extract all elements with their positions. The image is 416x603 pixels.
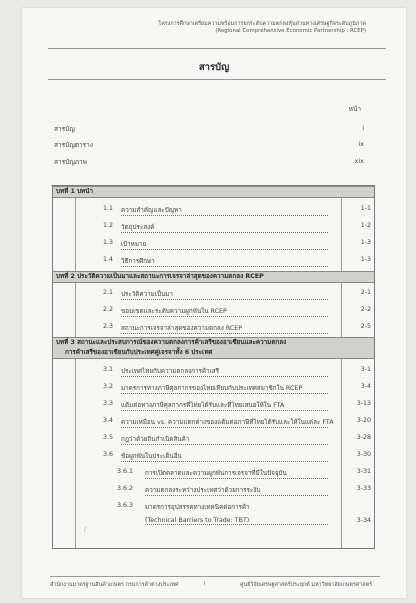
toc-item[interactable]: ขอบเขตและระดับความผูกพันใน RCEP	[121, 306, 328, 317]
toc-item[interactable]: วัตถุประสงค์	[121, 222, 328, 233]
front-item-tables[interactable]: สารบัญตาราง	[54, 141, 93, 149]
item-page: 2-1	[360, 289, 371, 296]
item-page: 3-1	[360, 366, 371, 373]
toc-right-divider	[341, 186, 342, 548]
toc-item[interactable]: วิธีการศึกษา	[121, 256, 328, 267]
header-line-1: โครงการศึกษาเตรียมความพร้อมการยกระดับความตกลงหุ้นส่วนทางเศรษฐกิจระดับภูมิภาค	[158, 21, 366, 27]
item-number: 3.2	[103, 383, 114, 390]
item-page: 3-30	[356, 451, 371, 458]
subitem-number: 3.6.2	[117, 485, 134, 492]
chapter-row-1	[53, 186, 374, 198]
footer-rule	[50, 576, 380, 577]
item-number: 2.3	[103, 323, 114, 330]
item-number: 2.1	[103, 289, 114, 296]
toc-subitem[interactable]: การเปิดตลาดและความผูกพันการเจรจาที่มีในปัจจุบัน	[145, 468, 328, 479]
subitem-page: 3-31	[356, 468, 371, 475]
page-column-label: หน้า	[348, 105, 361, 113]
front-item-tables-page: ix	[358, 140, 364, 148]
front-item-figures-page: xix	[354, 157, 364, 165]
chapter-row-3	[53, 337, 374, 359]
item-page: 1-3	[360, 256, 371, 263]
chapter-row-2	[53, 271, 374, 283]
item-page: 3-20	[356, 417, 371, 424]
item-page: 2-5	[360, 323, 371, 330]
toc-item[interactable]: ประวัติความเป็นมา	[121, 289, 328, 300]
item-number: 2.2	[103, 306, 114, 313]
toc-item[interactable]: ประเทศไทยกับความตกลงการค้าเสรี	[121, 366, 328, 377]
item-page: 2-2	[360, 306, 371, 313]
toc-item[interactable]: มาตรการทางภาษีศุลกากรของไทยเทียบกับประเทศสมาชิกใน RCEP	[121, 383, 328, 394]
page-title: สารบัญ	[198, 62, 230, 73]
item-number: 1.2	[103, 222, 114, 229]
item-page: 1-2	[360, 222, 371, 229]
front-item-toc-page: i	[362, 124, 364, 132]
subitem-page: 3-33	[356, 485, 371, 492]
stray-mark: /	[84, 527, 86, 533]
item-number: 1.3	[103, 239, 114, 246]
item-number: 1.1	[103, 205, 114, 212]
item-page: 3-28	[356, 434, 371, 441]
front-item-figures[interactable]: สารบัญภาพ	[54, 158, 87, 166]
document-page	[22, 8, 406, 598]
toc-item[interactable]: ความสำคัญและปัญหา	[121, 205, 328, 216]
header-line-2: (Regional Comprehensive Economic Partnership : RCEP)	[215, 28, 366, 34]
toc-item[interactable]: เป้าหมาย	[121, 239, 328, 250]
chapter-title[interactable]: บทที่ 2 ประวัติความเป็นมาและสถานะการเจรจาล่าสุดของความตกลง RCEP	[56, 273, 264, 280]
subitem-number: 3.6.3	[117, 502, 134, 509]
toc-table	[52, 185, 375, 549]
footer-page-number: i	[204, 581, 206, 587]
footer-left-text: สำนักงานมาตรฐานสินค้าเกษตร กรมการค้าต่างประเทศ	[50, 582, 179, 588]
chapter-title-line2[interactable]: การค้าเสรีของอาเซียนกับประเทศคู่เจรจาทั้ง 6 ประเทศ	[65, 349, 213, 356]
toc-left-divider	[75, 186, 76, 548]
footer-right-text: ศูนย์วิจัยเศรษฐศาสตร์ประยุกต์ มหาวิทยาลัยเกษตรศาสตร์	[240, 582, 372, 588]
toc-item[interactable]: ข้อผูกพันในประเด็นอื่น	[121, 451, 328, 462]
item-page: 3-4	[360, 383, 371, 390]
toc-subitem[interactable]: ความตกลงระหว่างประเทศว่าด้วยการระงับ	[145, 485, 328, 496]
toc-subitem-line2[interactable]: (Technical Barriers to Trade: TBT)	[145, 517, 328, 525]
item-number: 3.3	[103, 400, 114, 407]
chapter-title[interactable]: บทที่ 1 บทนำ	[56, 188, 94, 195]
item-number: 3.4	[103, 417, 114, 424]
toc-subitem[interactable]: มาตรการอุปสรรคทางเทคนิคต่อการค้า	[145, 504, 250, 511]
toc-item[interactable]: ความเหมือน vs. ความแตกต่างของแต้มต่อภาษีที่ไทยได้รับและให้ในแต่ละ FTA	[121, 419, 334, 426]
item-number: 3.5	[103, 434, 114, 441]
item-number: 3.6	[103, 451, 114, 458]
toc-item[interactable]: แต้มต่อทางภาษีศุลกากรที่ไทยได้รับและที่ไทยเสนอให้ใน FTA	[121, 400, 328, 411]
item-page: 1-1	[360, 205, 371, 212]
item-number: 3.1	[103, 366, 114, 373]
front-item-toc[interactable]: สารบัญ	[54, 125, 75, 133]
title-top-rule	[48, 48, 386, 49]
item-number: 1.4	[103, 256, 114, 263]
item-page: 1-3	[360, 239, 371, 246]
chapter-title[interactable]: บทที่ 3 สถานะและประสบการณ์ของความตกลงการค้าเสรีของอาเซียนและความตกลง	[56, 339, 287, 346]
subitem-page: 3-34	[356, 517, 371, 524]
title-bottom-rule	[48, 79, 386, 80]
toc-item[interactable]: กฎว่าด้วยถิ่นกำเนิดสินค้า	[121, 434, 328, 445]
subitem-number: 3.6.1	[117, 468, 134, 475]
toc-item[interactable]: สถานะการเจรจาล่าสุดของความตกลง RCEP	[121, 323, 328, 334]
item-page: 3-13	[356, 400, 371, 407]
